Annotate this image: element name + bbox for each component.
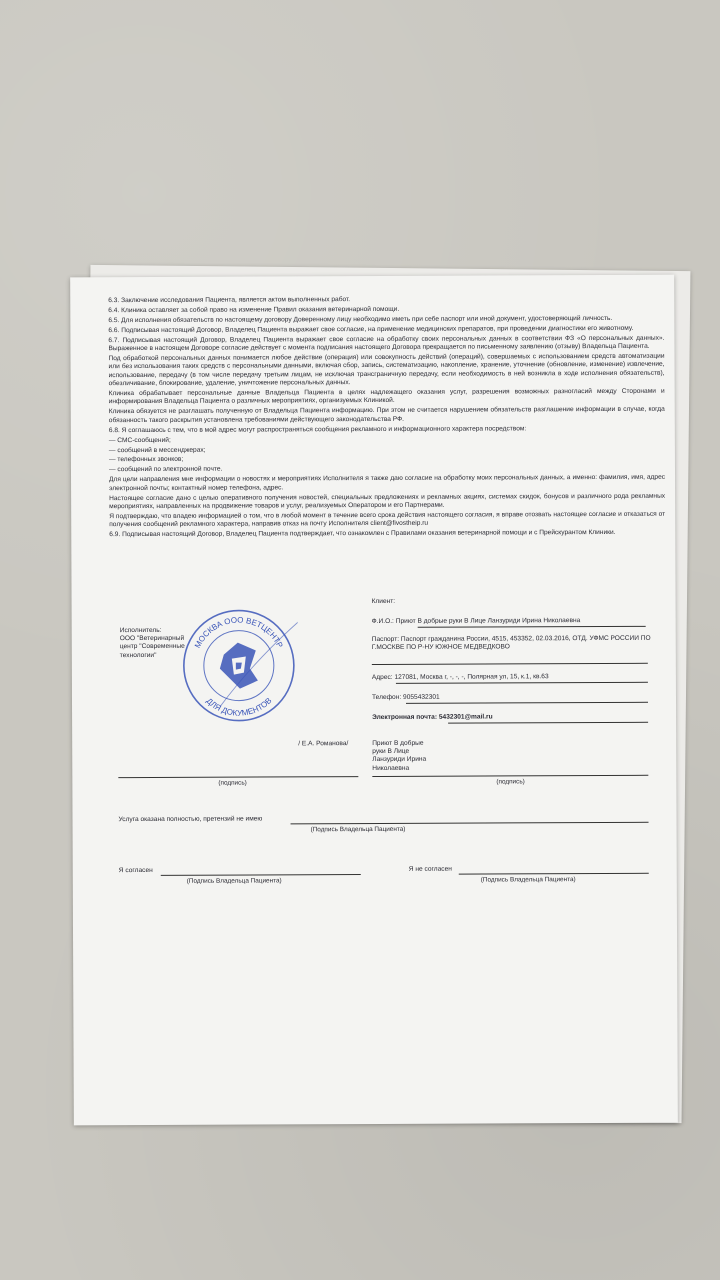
client-signer-line1: Приют В добрые [372, 739, 424, 748]
disagree-sign-line [459, 873, 649, 875]
client-signer-line4: Николаевна [372, 764, 410, 772]
list-item-messengers: — сообщений в мессенджерах; [108, 446, 206, 454]
stamp-top-text: МОСКВА ООО ВЕТЦЕНТР [192, 615, 285, 650]
executor-signer [298, 740, 368, 749]
paragraph-6-6: 6.6. Подписывая настоящий Договор, Владелец Пациента выражает свое согласие, на применение медицинских препаратов, при проведении диагностики его животному. [108, 324, 634, 334]
client-email-label: Электронная почта: [372, 713, 438, 722]
contract-text [108, 295, 665, 541]
executor-org-line1: ООО "Ветеринарный [119, 635, 185, 643]
paragraph-news-consent: Для цели направления мне информации о новостях и мероприятиях Исполнителя я также даю согласие на обработку моих персональных данных, а именно: фамилия, имя, адрес электронной почты; контактный номер телефона, адрес. [109, 473, 666, 492]
client-address-value: 127081, Москва г, -, -, -, Полярная ул, 15, к.1, кв.63 [394, 673, 549, 681]
client-sign-caption: (подпись) [496, 778, 525, 786]
list-item-email: — сообщений по электронной почте. [108, 465, 223, 474]
paragraph-6-8: 6.8. Я соглашаюсь с тем, что в мой адрес могут распространяться сообщения рекламного и информационного характера посредством: [108, 425, 527, 434]
phone-underline [406, 702, 648, 704]
paragraph-consent-purpose: Настоящее согласие дано с целью оперативного получения новостей, специальных предложениях и рекламных акциях, системах скидок, бонусов и различного рода рекламных мероприятиях, направленных на продвижение товаров и услуг, реализуемых Оператором и его Партнерами. [109, 492, 666, 511]
paragraph-6-4: 6.4. Клиника оставляет за собой право на изменение Правил оказания ветеринарной помощи. [108, 305, 400, 315]
document-page [70, 275, 678, 1126]
client-heading: Клиент: [371, 597, 396, 606]
client-passport-value: Паспорт гражданина России, 4515, 453352, 02.03.2016, ОТД. УФМС РОССИИ ПО Г.МОСКВЕ ПО Р-НУ ЮЖНОЕ МЕДВЕДКОВО [371, 634, 651, 652]
paragraph-6-9: 6.9. Подписывая настоящий Договор, Владелец Пациента подтверждает, что ознакомлен с Правилами оказания ветеринарной помощи и с Прейскурантом Клиники. [109, 529, 616, 539]
client-phone-value: 9055432301 [403, 693, 440, 701]
client-passport-label: Паспорт: [371, 635, 400, 644]
address-underline [396, 682, 648, 684]
paragraph-6-5: 6.5. Для исполнения обязательств по настоящему договору Доверенному лицу необходимо иметь при себе паспорт или иной документ, удостоверяющий личность. [108, 314, 613, 324]
agree-label: Я согласен [118, 866, 153, 875]
client-address-row [372, 673, 662, 682]
client-fio-label: Ф.И.О.: [371, 617, 394, 626]
clinic-stamp [180, 606, 299, 725]
email-underline [448, 722, 648, 724]
client-email-value: 5432301@mail.ru [438, 713, 493, 721]
client-fio-value: Приют В добрые руки В Лице Ланзуриди Ирина Николаевна [395, 617, 581, 625]
service-done-text: Услуга оказана полностью, претензий не имею [118, 815, 263, 824]
passport-underline [372, 663, 648, 665]
client-address-label: Адрес: [371, 673, 393, 682]
executor-signer-name: / Е.А. Романова/ [298, 740, 349, 748]
disagree-caption: (Подпись Владельца Пациента) [480, 876, 576, 884]
client-passport-row [372, 635, 652, 653]
executor-sign-caption: (подпись) [218, 779, 247, 787]
list-item-calls: — телефонных звонков; [108, 456, 184, 464]
agree-caption: (Подпись Владельца Пациента) [186, 877, 282, 885]
paragraph-revoke: Я подтверждаю, что владею информацией о том, что в любой момент в течение всего срока действия настоящего согласия, я вправе отозвать настоящее согласие и отказаться от получения сообщений рекламного характера, направив отказ на почту Исполнителя client@fivostheip.ru [109, 510, 666, 529]
paragraph-processing: Под обработкой персональных данных понимается любое действие (операция) или совокупность действий (операций), совершаемых с использованием средств автоматизации или без использования таких средств с персональными данными, включая сбор, запись, систематизацию, накопление, хранение, уточнение (обновление, изменение) извлечение, использование, передачу (в том числе передачу третьим лицам, не исключая трансграничную передачу, если необходимость в ней возникла в ходе исполнения обязательств), обезличивание, блокирование, удаление, уничтожение персональных данных. [108, 352, 665, 388]
executor-org-line3: технологии" [119, 651, 157, 659]
client-phone-row [372, 693, 662, 702]
paragraph-6-7: 6.7. Подписывая настоящий Договор, Владелец Пациента выражает свое согласие на обработку своих персональных данных в соответствии ФЗ «О персональных данных». Выраженное в настоящем Договоре согласие действует с момента подписания настоящего Договора прекращается по письменному заявлению (отзыву) Владельца Пациента. [108, 334, 665, 353]
service-done-caption: (Подпись Владельца Пациента) [310, 825, 406, 834]
client-sign-line [372, 775, 648, 777]
client-block [372, 597, 662, 606]
client-phone-label: Телефон: [371, 693, 402, 702]
client-signer-line3: Ланзуриди Ирина [372, 756, 427, 764]
fio-underline [418, 626, 646, 628]
client-fio-row [372, 617, 662, 626]
paragraph-clinic-obligation: Клиника обязуется не разглашать полученную от Владельца Пациента информацию. При этом не считается нарушением обязательств разглашение информации в случае, когда обязанность такого раскрытия установлена требованиями действующего законодательства РФ. [108, 406, 665, 424]
client-signer [372, 740, 452, 773]
stamp-bottom-text: ДЛЯ ДОКУМЕНТОВ [204, 696, 274, 718]
list-item-sms: — СМС-сообщений; [108, 436, 171, 444]
disagree-label: Я не согласен [408, 865, 452, 873]
paragraph-6-3: 6.3. Заключение исследования Пациента, является актом выполненных работ. [108, 296, 351, 305]
paragraph-clinic-processing: Клиника обрабатывает персональные данные Владельца Пациента в целях надлежащего оказания услуг, разрешения возможных разногласий между Сторонами и информирования Владельца Пациента о различных мероприятиях, организуемых Клиникой. [108, 387, 665, 406]
client-signer-line2: руки В Лице [372, 748, 410, 756]
executor-heading: Исполнитель: [119, 626, 162, 635]
stamp-emblem-icon [220, 643, 258, 689]
agree-sign-line [161, 874, 361, 876]
executor-org-line2: центр "Современные [119, 643, 185, 651]
executor-sign-line [118, 776, 358, 778]
service-done-line [291, 822, 649, 825]
client-email-row [372, 713, 662, 722]
